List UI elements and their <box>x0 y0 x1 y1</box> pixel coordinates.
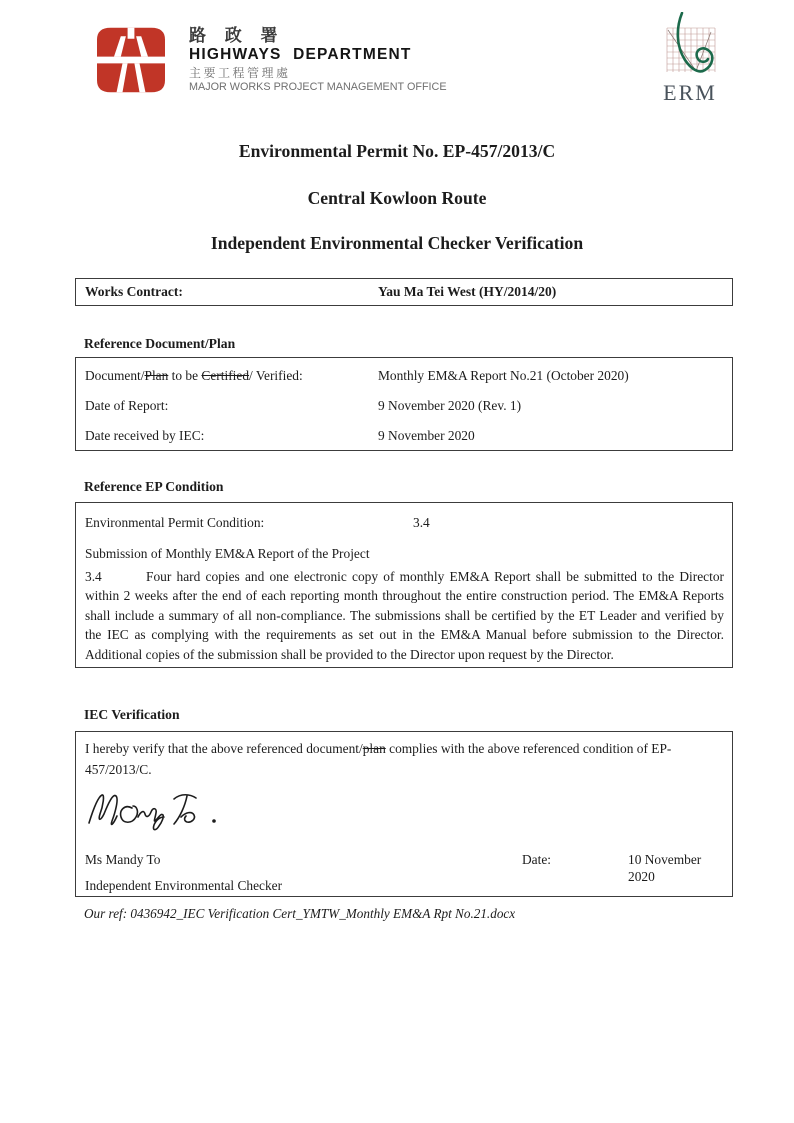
erm-fern-icon <box>647 12 733 104</box>
mandy-to-signature <box>86 786 236 832</box>
date-received-value: 9 November 2020 <box>378 428 475 443</box>
works-contract-value: Yau Ma Tei West (HY/2014/20) <box>378 284 557 299</box>
date-of-report-row <box>85 397 723 414</box>
statement-suffix: complies with the above referenced condition of EP-457/2013/C. <box>85 741 672 777</box>
project-title: Central Kowloon Route <box>307 188 487 208</box>
clause-text: Four hard copies and one electronic copy of monthly EM&A Report shall be submitted to the Director within 2 weeks after the end of each reporting month throughout the entire construction period. The EM&A Reports shall include a summary of all non-compliance. The submissions shall be certified by the ET Leader and verified by the IEC as complying with the requirements as set out in the EM&A Manual before submission to the Director. Additional copies of the submission shall be provided to the Director upon request by the Director. <box>85 569 724 662</box>
highways-department-logo-icon <box>88 26 174 94</box>
clause-number: 3.4 <box>85 569 102 584</box>
document-label-suffix: / Verified: <box>249 368 303 383</box>
signatory-name: Ms Mandy To <box>85 852 161 867</box>
document-value: Monthly EM&A Report No.21 (October 2020) <box>378 368 629 383</box>
document-to-be-verified-row <box>85 367 723 384</box>
our-ref-line: Our ref: 0436942_IEC Verification Cert_YMTW_Monthly EM&A Rpt No.21.docx <box>84 906 516 921</box>
iec-verification-box <box>75 731 733 897</box>
hyd-english-name: HIGHWAYS DEPARTMENT <box>189 46 412 63</box>
date-label: Date: <box>522 852 551 867</box>
date-of-report-label: Date of Report: <box>85 398 169 413</box>
statement-strike-plan: plan <box>362 741 386 756</box>
iec-verification-heading: IEC Verification <box>84 707 180 722</box>
hyd-english-office: MAJOR WORKS PROJECT MANAGEMENT OFFICE <box>189 81 447 93</box>
reference-document-heading: Reference Document/Plan <box>84 336 236 351</box>
statement-prefix: I hereby verify that the above referenced document/ <box>85 741 363 756</box>
document-label-strike-certified: Certified <box>201 368 250 383</box>
ep-condition-heading: Reference EP Condition <box>84 479 224 494</box>
highways-department-wordmark <box>189 26 447 94</box>
date-value: 10 November 2020 <box>628 852 702 884</box>
permit-number-title: Environmental Permit No. EP-457/2013/C <box>238 141 556 161</box>
ep-condition-row <box>85 514 723 531</box>
ep-condition-clause <box>85 567 724 664</box>
erm-wordmark: ERM <box>663 80 717 104</box>
works-contract-label: Works Contract: <box>85 284 183 299</box>
works-contract-box <box>75 278 733 306</box>
verification-statement <box>85 739 723 780</box>
works-contract-row <box>76 279 732 305</box>
hyd-chinese-name: 路 政 署 <box>189 26 285 45</box>
erm-logo <box>647 12 733 109</box>
ep-condition-box <box>75 502 733 668</box>
hyd-chinese-office: 主要工程管理處 <box>189 66 291 80</box>
ep-condition-subject: Submission of Monthly EM&A Report of the Project <box>85 546 370 561</box>
document-label-strike-plan: Plan <box>144 368 169 383</box>
date-of-report-value: 9 November 2020 (Rev. 1) <box>378 398 522 413</box>
ep-condition-label: Environmental Permit Condition: <box>85 515 265 530</box>
reference-document-box <box>75 357 733 451</box>
document-label-mid: to be <box>168 368 202 383</box>
signatory-title: Independent Environmental Checker <box>85 878 283 893</box>
ep-condition-value: 3.4 <box>413 515 430 530</box>
document-label-prefix: Document/ <box>85 368 145 383</box>
signatory-row <box>85 851 723 884</box>
document-type-title: Independent Environmental Checker Verification <box>210 233 584 253</box>
date-received-row <box>85 427 723 444</box>
date-received-label: Date received by IEC: <box>85 428 205 443</box>
